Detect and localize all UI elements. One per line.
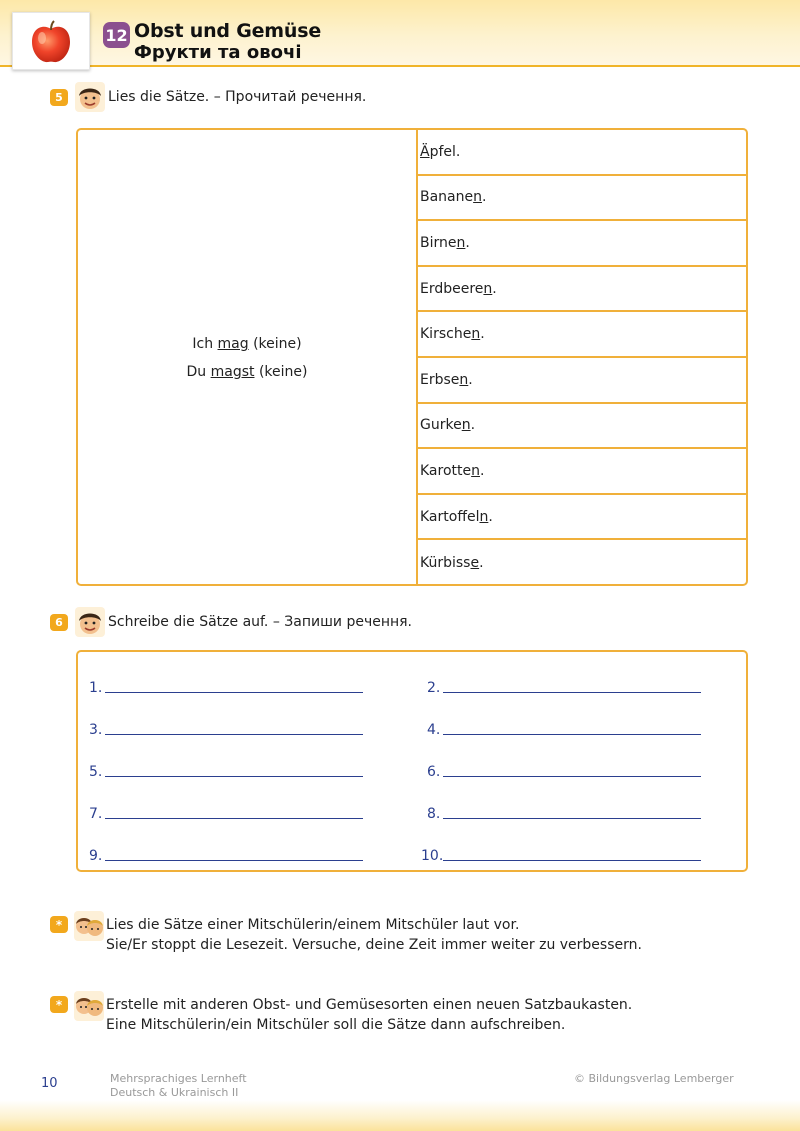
word-row-erbsen: Erbse n . (416, 358, 746, 404)
sentence-start-ich: Ich mag (keine) (192, 336, 302, 352)
writing-line-8[interactable]: 8. (427, 806, 701, 822)
extra-task-star-badge: * (50, 996, 68, 1013)
sentence-start-du: Du magst (keine) (186, 364, 308, 380)
extra-task-2-text: Erstelle mit anderen Obst- und Gemüsesorten einen neuen Satzbaukasten. Eine Mitschülerin/ein Mitschüler soll die Sätze dann aufschreiben. (106, 997, 633, 1033)
header-divider (0, 65, 800, 67)
copyright-notice: © Bildungsverlag Lemberger (574, 1072, 734, 1085)
two-students-icon (74, 991, 104, 1021)
word-row-gurken: Gurke n . (416, 404, 746, 450)
writing-line-5[interactable]: 5. (89, 764, 363, 780)
apple-icon (26, 16, 76, 66)
word-endings-column (416, 130, 746, 584)
word-row-birnen: Birne n . (416, 221, 746, 267)
chapter-title-ukrainian: Фрукти та овочі (134, 42, 302, 63)
chapter-logo (12, 12, 90, 70)
word-row-erdbeeren: Erdbeere n . (416, 267, 746, 313)
student-face-icon (75, 607, 105, 637)
writing-line-1[interactable]: 1. (89, 680, 363, 696)
task-5-header (50, 86, 366, 108)
task-6-instruction: Schreibe die Sätze auf. – Запиши речення. (108, 614, 413, 630)
writing-line-9[interactable]: 9. (89, 848, 363, 864)
sentence-builder-table (76, 128, 748, 586)
writing-line-3[interactable]: 3. (89, 722, 363, 738)
word-row-karotten: Karotte n . (416, 449, 746, 495)
writing-line-2[interactable]: 2. (427, 680, 701, 696)
extra-task-star-badge: * (50, 916, 68, 933)
book-title: Mehrsprachiges Lernheft Deutsch & Ukrainisch II (110, 1072, 247, 1099)
two-students-icon (74, 911, 104, 941)
chapter-number-badge: 12 (103, 22, 130, 48)
writing-line-10[interactable]: 10. (421, 848, 701, 864)
extra-task-1-text: Lies die Sätze einer Mitschülerin/einem Mitschüler laut vor. Sie/Er stoppt die Lesezeit. Versuche, deine Zeit immer weiter zu verbessern. (106, 917, 642, 953)
task-6-header (50, 611, 412, 633)
writing-lines-box (76, 650, 748, 872)
word-row-kartoffeln: Kartoffel n . (416, 495, 746, 541)
writing-line-4[interactable]: 4. (427, 722, 701, 738)
task-5-instruction: Lies die Sätze. – Прочитай речення. (108, 89, 367, 105)
page-footer (0, 1100, 800, 1131)
writing-line-7[interactable]: 7. (89, 806, 363, 822)
student-face-icon (75, 82, 105, 112)
word-row-kirschen: Kirsche n . (416, 312, 746, 358)
chapter-title-german: Obst und Gemüse (134, 20, 322, 42)
page-number: 10 (41, 1076, 58, 1091)
task-number-badge: 6 (50, 614, 68, 631)
word-row-bananen: Banane n . (416, 176, 746, 222)
word-row-kuerbisse: Kürbiss e . (420, 555, 484, 572)
sentence-start-cell (78, 130, 418, 584)
writing-line-6[interactable]: 6. (427, 764, 701, 780)
word-row-aepfel: Ä pfel. (416, 130, 746, 176)
task-number-badge: 5 (50, 89, 68, 106)
